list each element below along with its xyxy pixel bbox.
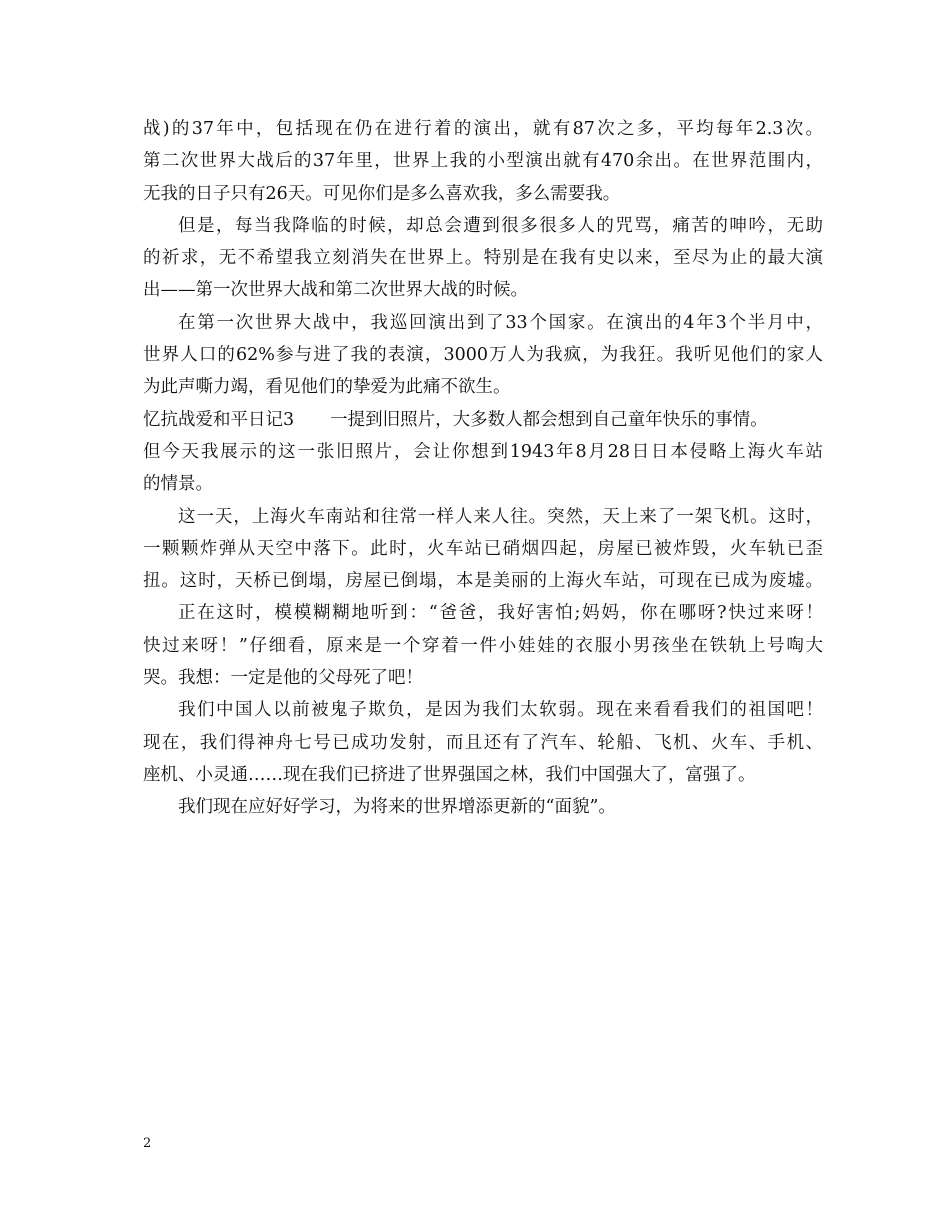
diary-heading-line [143, 404, 823, 436]
text-line: 快过来呀！”仔细看，原来是一个穿着一件小娃娃的衣服小男孩坐在铁轨上号啕大 [143, 635, 823, 656]
text-line: 现在，我们得神舟七号已成功发射，而且还有了汽车、轮船、飞机、火车、手机、 [143, 732, 823, 753]
text-line: 第二次世界大战后的37年里，世界上我的小型演出就有470余出。在世界范围内， [143, 151, 823, 172]
text-line: 哭。我想：一定是他的父母死了吧！ [143, 668, 423, 689]
paragraph-first-line: 但是，每当我降临的时候，却总会遭到很多很多人的咒骂，痛苦的呻吟，无助 [178, 215, 823, 236]
diary-title: 忆抗战爱和平日记3 [143, 409, 295, 430]
text-line: 无我的日子只有26天。可见你们是多么喜欢我，多么需要我。 [143, 183, 621, 204]
text-line: 的情景。 [143, 474, 213, 495]
body-text [143, 113, 823, 824]
text-line: 的祈求，无不希望我立刻消失在世界上。特别是在我有史以来，至尽为止的最大演 [143, 248, 823, 269]
paragraph-first-line: 我们现在应好好学习，为将来的世界增添更新的“面貌”。 [178, 797, 616, 818]
text-line: 世界人口的62%参与进了我的表演，3000万人为我疯，为我狂。我听见他们的家人 [143, 345, 823, 366]
paragraph-first-line: 正在这时，模模糊糊地听到：“爸爸，我好害怕;妈妈，你在哪呀?快过来呀！ [178, 603, 823, 624]
page-number: 2 [143, 1136, 152, 1151]
text-line: 扭。这时，天桥已倒塌，房屋已倒塌，本是美丽的上海火车站，可现在已成为废墟。 [143, 571, 823, 592]
paragraph-first-line: 在第一次世界大战中，我巡回演出到了33个国家。在演出的4年3个半月中， [178, 312, 823, 333]
text-line: 战)的37年中，包括现在仍在进行着的演出，就有87次之多，平均每年2.3次。 [143, 119, 823, 139]
text-line: 一颗颗炸弹从天空中落下。此时，火车站已硝烟四起，房屋已被炸毁，火车轨已歪 [143, 538, 823, 559]
paragraph-first-line: 我们中国人以前被鬼子欺负，是因为我们太软弱。现在来看看我们的祖国吧！ [178, 700, 823, 721]
text-line: 座机、小灵通……现在我们已挤进了世界强国之林，我们中国强大了，富强了。 [143, 764, 756, 785]
text-line: 为此声嘶力竭，看见他们的挚爱为此痛不欲生。 [143, 377, 511, 398]
diary-opening: 一提到旧照片，大多数人都会想到自己童年快乐的事情。 [330, 409, 768, 430]
text-line: 但今天我展示的这一张旧照片，会让你想到1943年8月28日日本侵略上海火车站 [143, 441, 823, 462]
text-line: 出——第一次世界大战和第二次世界大战的时候。 [143, 280, 528, 301]
paragraph-first-line: 这一天，上海火车南站和往常一样人来人往。突然，天上来了一架飞机。这时， [178, 506, 823, 527]
